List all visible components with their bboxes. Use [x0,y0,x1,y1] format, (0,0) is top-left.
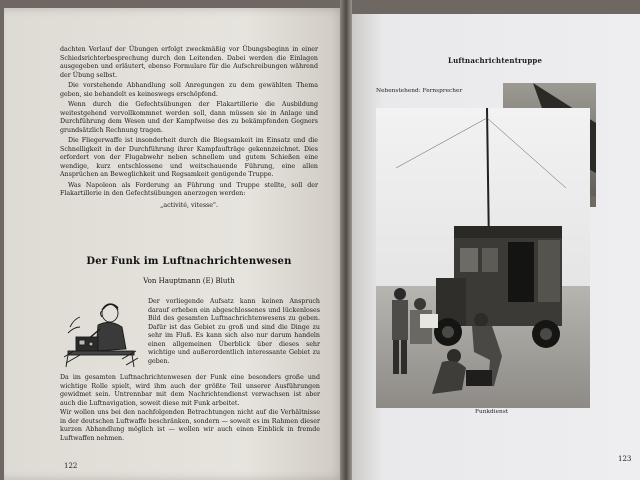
paragraph: Die vorstehende Abhandlung soll Anregungen zu dem gewählten Thema geben, sie behandelt es keineswegs erschöpfend. [60,82,318,98]
napoleon-quote: „activité, vitesse". [160,201,218,209]
paragraph: dachten Verlauf der Übungen erfolgt zweckmäßig vor Übungsbeginn in einer Schiedsrichterbesprechung durch den Leitenden. Dabei werden die Einlagen ausgegeben und erläutert, ebenso Formulare für die Aufschreibungen während der Übung selbst. [60,46,318,79]
paragraph: Was Napoleon als Forderung an Führung und Truppe stellte, soll der Flakartillerie in den Gefechtsübungen anerzogen werden: [60,181,318,197]
radio-truck-photo [376,108,590,408]
paragraph: Da im gesamten Luftnachrichtenwesen der Funk eine besonders große und wichtige Rolle spielt, wird ihm auch der größte Teil unserer Ausführungen gewidmet sein. Untrennbar mit dem Nachrichtendienst verwachsen ist aber auch die Luftnavigation, soweit diese mit Funk arbeitet. [60,374,320,407]
paragraph: Der vorliegende Aufsatz kann keinen Anspruch darauf erheben ein abgeschlossenes und lückenloses Bild des gesamten Luftnachrichtenwesens zu geben. Dafür ist das Gebiet zu groß und sind die Dinge zu sehr im Fluß. Es kann sich also nur darum handeln einen allgemeinen Überblick über dieses sehr wichtige und außerordentlich interessante Gebiet zu geben. [148,298,320,365]
section-heading: Der Funk im Luftnachrichtenwesen [86,256,292,267]
radio-operator-illustration [62,297,142,369]
right-page-title: Luftnachrichtentruppe [448,56,543,65]
photo-caption-telephone: Nebenstehend: Fernsprecher [376,88,463,94]
intro-paragraph [148,298,320,366]
photo-caption-radio: Funkdienst [475,409,509,415]
author-byline: Von Hauptmann (E) Bluth [143,277,235,285]
paragraph: Die Fliegerwaffe ist insonderheit durch die Biegsamkeit im Einsatz und die Schnelligkeit in der Durchführung ihrer Kampfaufträge gekennzeichnet. Dies erfordert von der Flugabwehr neben schnellem und gutem Schießen eine wendige, kurz entschlossene und weitschauende Führung, eine allen Ansprüchen an Beweglichkeit und Regsamkeit genügende Truppe. [60,137,318,178]
page-number-right: 123 [618,455,632,463]
paragraph: Wenn durch die Gefechtsübungen der Flakartillerie die Ausbildung weitestgehend vervollkommnet werden soll, dann müssen sie in Anlage und Durchführung dem Wesen und der Kampfweise des zu bekämpfenden Gegners grundsätzlich Rechnung tragen. [60,101,318,134]
book-gutter [340,0,352,480]
left-page-bottom-text [60,374,320,444]
page-number-left: 122 [64,462,78,470]
paragraph: Wir wollen uns bei den nachfolgenden Betrachtungen nicht auf die Verhältnisse in der deutschen Luftwaffe beschränken, sondern — soweit es im Rahmen dieser kurzen Abhandlung möglich ist — wollen wir auch einen Einblick in fremde Luftwaffen nehmen. [60,409,320,442]
left-page-body [60,46,318,212]
